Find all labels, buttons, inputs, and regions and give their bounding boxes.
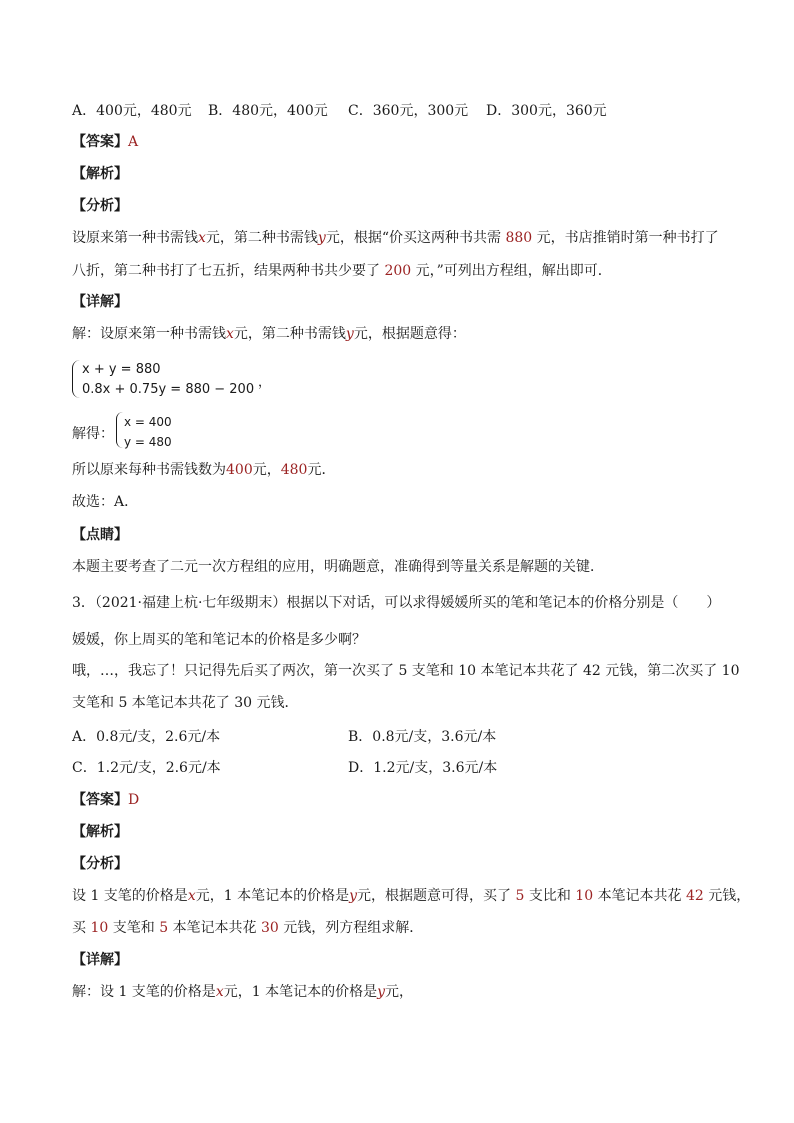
solve-label: 解得： [72,426,114,442]
q3-answer: 【答案】D [72,792,140,808]
q2-conclusion: 所以原来每种书需钱数为400元，480元． [72,462,336,478]
q3-option-b: B．0.8元/支，3.6元/本 [348,729,497,745]
q3-detail-label: 【详解】 [72,952,128,968]
q3-option-d: D．1.2元/支，3.6元/本 [348,760,498,776]
q2-option-a: A．400元，480元 [72,103,192,119]
q3-stem: 3．（2021·福建上杭·七年级期末）根据以下对话，可以求得媛媛所买的笔和笔记本的价格分别是（ ） [72,595,721,611]
q3-dialog-2b: 支笔和 5 本笔记本共花了 30 元钱． [72,695,299,711]
solution-1: x = 400 [124,415,172,429]
q2-option-d: D．300元，360元 [486,103,607,119]
q3-dialog-1: 媛媛，你上周买的笔和笔记本的价格是多少啊？ [72,632,366,648]
equation-2: 0.8x + 0.75y = 880 − 200 [82,382,255,397]
q3-option-c: C．1.2元/支，2.6元/本 [72,760,221,776]
q2-fenxi-line2: 八折，第二种书打了七五折，结果两种书共少要了 200 元，”可列出方程组，解出即可． [72,263,612,279]
q3-fenxi-line1: 设 1 支笔的价格是x元，1 本笔记本的价格是y元，根据题意可得，买了 5 支比和 10 本笔记本共花 42 元钱， [72,888,751,904]
equation-comma: ， [258,375,272,390]
q2-answer: 【答案】A [72,134,139,150]
q2-detail-line1: 解：设原来第一种书需钱x元，第二种书需钱y元，根据题意得： [72,326,466,342]
solution-system [116,412,196,452]
q2-fenxi-line1: 设原来第一种书需钱x元，第二种书需钱y元，根据“价买这两种书共需 880 元，书店推销时第一种书打了 [72,230,719,246]
q2-analysis-label: 【解析】 [72,166,128,182]
q3-option-a: A．0.8元/支，2.6元/本 [72,729,221,745]
equation-system [72,360,292,400]
solution-2: y = 480 [124,435,172,449]
q3-fenxi-line2: 买 10 支笔和 5 本笔记本共花 30 元钱，列方程组求解． [72,920,424,936]
q3-fenxi-label: 【分析】 [72,856,128,872]
equation-brace [72,360,81,398]
solution-brace [116,412,123,448]
q2-comment: 本题主要考查了二元一次方程组的应用，明确题意，准确得到等量关系是解题的关键． [72,559,604,575]
q2-option-b: B．480元，400元 [208,103,328,119]
q2-fenxi-label: 【分析】 [72,198,128,214]
q3-analysis-label: 【解析】 [72,824,128,840]
q2-comment-label: 【点睛】 [72,527,128,543]
q3-dialog-2a: 哦，…，我忘了！只记得先后买了两次，第一次买了 5 支笔和 10 本笔记本共花了 42 元钱，第二次买了 10 [72,663,740,679]
equation-1: x + y = 880 [82,362,161,377]
q3-detail-line1: 解：设 1 支笔的价格是x元，1 本笔记本的价格是y元， [72,984,413,1000]
q2-detail-label: 【详解】 [72,294,128,310]
q2-option-c: C．360元，300元 [348,103,469,119]
q2-choose: 故选：A． [72,494,139,510]
